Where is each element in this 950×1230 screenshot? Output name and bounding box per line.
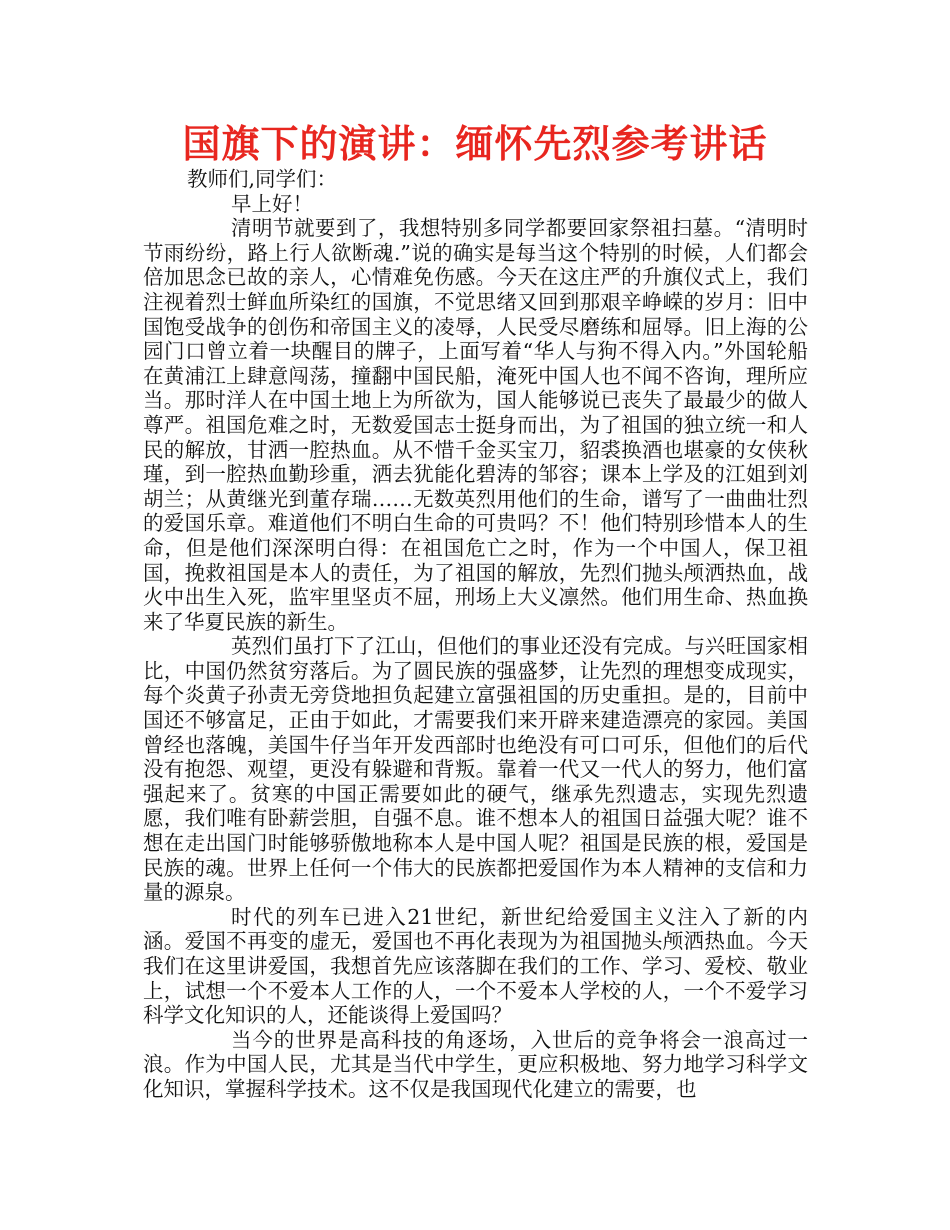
document-body <box>143 167 808 1102</box>
paragraph-1: 清明节就要到了，我想特别多同学都要回家祭祖扫墓。“清明时节雨纷纷，路上行人欲断魂.”说的确实是每当这个特别的时候，人们都会倍加思念已故的亲人，心情难免伤感。今天在这庄严的升旗仪式上，我们注视着烈士鲜血所染红的国旗，不觉思绪又回到那艰辛峥嵘的岁月：旧中国饱受战争的创伤和帝国主义的凌辱，人民受尽磨练和屈辱。旧上海的公园门口曾立着一块醒目的牌子，上面写着“华人与狗不得入内。”外国轮船在黄浦江上肆意闯荡，撞翻中国民船，淹死中国人也不闻不咨询，理所应当。那时洋人在中国土地上为所欲为，国人能够说已丧失了最最少的做人尊严。祖国危难之时，无数爱国志士挺身而出，为了祖国的独立统一和人民的解放，甘洒一腔热血。从不惜千金买宝刀，貂裘换酒也堪豪的女侠秋瑾，到一腔热血勤珍重，洒去犹能化碧涛的邹容；课本上学及的江姐到刘胡兰；从黄继光到董存瑞……无数英烈用他们的生命，谱写了一曲曲壮烈的爱国乐章。难道他们不明白生命的可贵吗？不！他们特别珍惜本人的生命，但是他们深深明白得：在祖国危亡之时，作为一个中国人，保卫祖国，挽救祖国是本人的责任，为了祖国的解放，先烈们抛头颅洒热血，战火中出生入死，监牢里坚贞不屈，刑场上大义凛然。他们用生命、热血换来了华夏民族的新生。 <box>143 216 808 634</box>
paragraph-3: 时代的列车已进入21世纪，新世纪给爱国主义注入了新的内涵。爱国不再变的虚无，爱国也不再化表现为为祖国抛头颅洒热血。今天我们在这里讲爱国，我想首先应该落脚在我们的工作、学习、爱校、敬业上，试想一个不爱本人工作的人，一个不爱本人学校的人，一个不爱学习科学文化知识的人，还能谈得上爱国吗？ <box>143 904 808 1028</box>
paragraph-morning: 早上好！ <box>231 191 313 216</box>
greeting-line: 教师们,同学们： <box>187 167 338 191</box>
document-title: 国旗下的演讲：缅怀先烈参考讲话 <box>182 122 768 166</box>
paragraph-4: 当今的世界是高科技的角逐场，入世后的竞争将会一浪高过一浪。作为中国人民，尤其是当代中学生，更应积极地、努力地学习科学文化知识，掌握科学技术。这不仅是我国现代化建立的需要，也 <box>143 1027 808 1101</box>
paragraph-2: 英烈们虽打下了江山，但他们的事业还没有完成。与兴旺国家相比，中国仍然贫穷落后。为了圆民族的强盛梦，让先烈的理想变成现实，每个炎黄子孙责无旁贷地担负起建立富强祖国的历史重担。是的，目前中国还不够富足，正由于如此，才需要我们来开辟来建造漂亮的家园。美国曾经也落魄，美国牛仔当年开发西部时也绝没有可口可乐，但他们的后代没有抱怨、观望，更没有躲避和背叛。靠着一代又一代人的努力，他们富强起来了。贫寒的中国正需要如此的硬气，继承先烈遗志，实现先烈遗愿，我们唯有卧薪尝胆，自强不息。谁不想本人的祖国日益强大呢？谁不想在走出国门时能够骄傲地称本人是中国人呢？祖国是民族的根，爱国是民族的魂。世界上任何一个伟大的民族都把爱国作为本人精神的支信和力量的源泉。 <box>143 634 808 905</box>
